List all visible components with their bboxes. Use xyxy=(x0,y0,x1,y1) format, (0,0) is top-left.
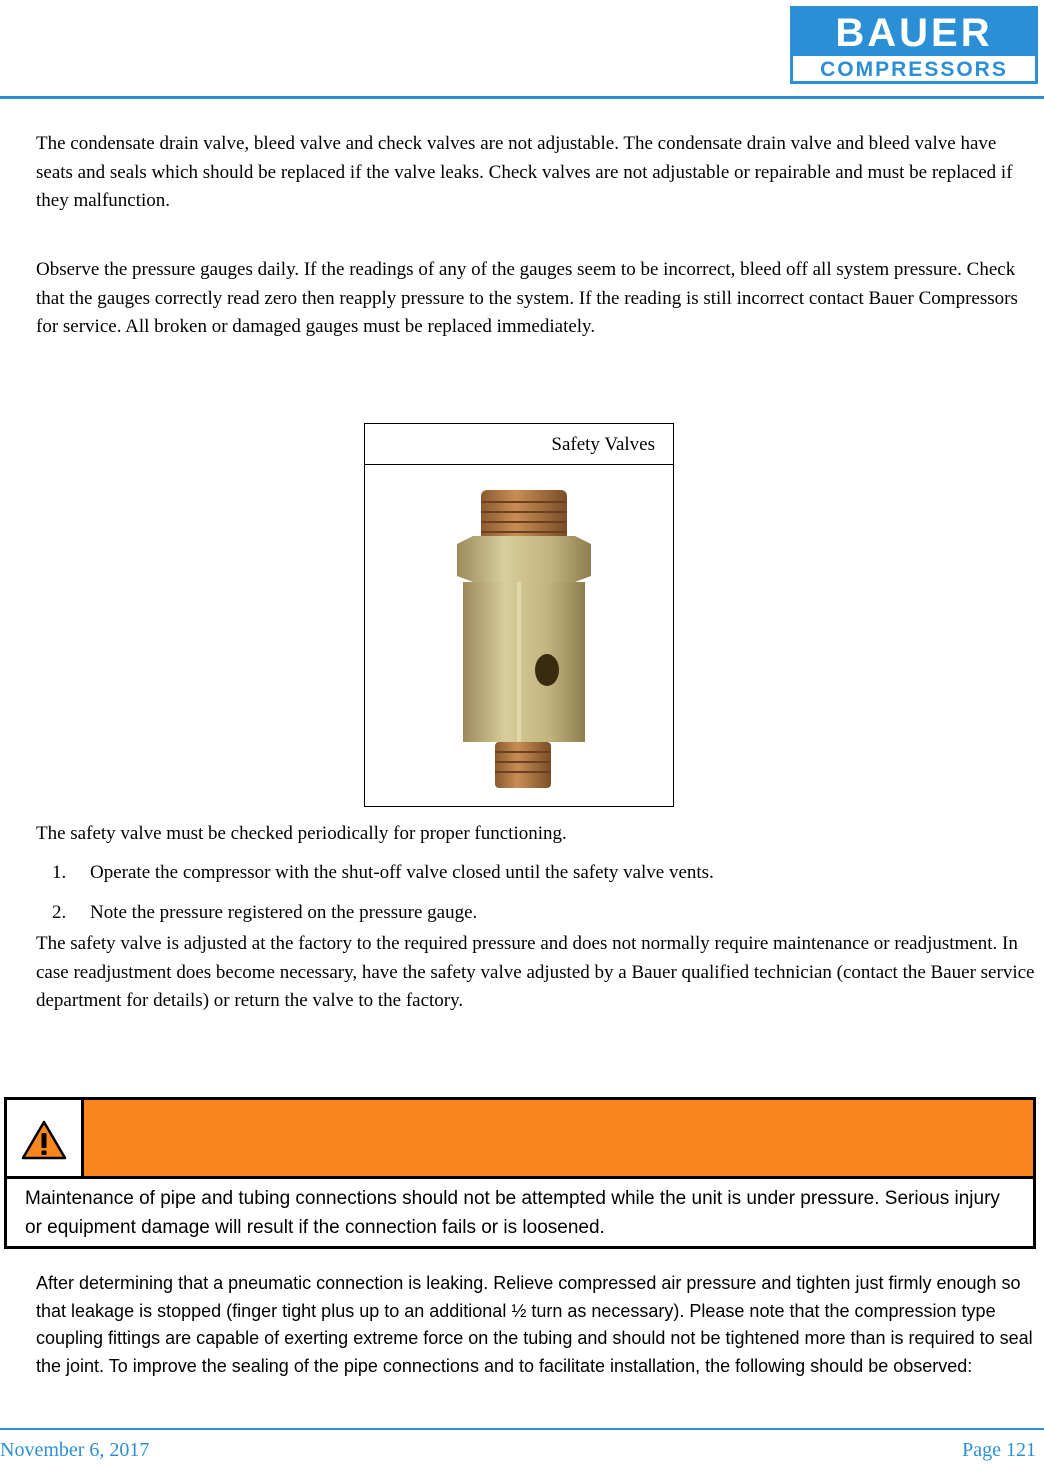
list-item: 1. Operate the compressor with the shut-off valve closed until the safety valve vents. xyxy=(52,862,714,883)
svg-text:BAUER: BAUER xyxy=(835,11,993,55)
warning-box xyxy=(4,1097,1036,1249)
paragraph-connections: After determining that a pneumatic connection is leaking. Relieve compressed air pressure and tighten just firmly enough so that leakage is stopped (finger tight plus up to an additional ½ turn as necessary). Please note that the compression type coupling fittings are capable of exerting extreme force on the tubing and should not be tightened more than is required to seal the joint. To improve the sealing of the pipe connections and to facilitate installation, the following should be observed: xyxy=(36,1273,1033,1376)
footer-date: November 6, 2017 xyxy=(0,1439,150,1461)
bauer-logo xyxy=(790,6,1038,84)
paragraph-safety-check: The safety valve must be checked periodically for proper functioning. xyxy=(36,823,567,844)
page-number: Page 121 xyxy=(962,1439,1036,1461)
paragraph-gauges: Observe the pressure gauges daily. If the readings of any of the gauges seem to be incorrect, bleed off all system pressure. Check that the gauges correctly read zero then reapply pressure to the system. If the reading is still incorrect contact Bauer Compressors for service. All broken or damaged gauges must be replaced immediately. xyxy=(36,259,1018,337)
header-rule xyxy=(0,96,1044,99)
list-item: 2. Note the pressure registered on the pressure gauge. xyxy=(52,902,478,923)
paragraph-adjustment: The safety valve is adjusted at the factory to the required pressure and does not normally require maintenance or readjustment. In case readjustment does become necessary, have the safety valve adjusted by a Bauer qualified technician (contact the Bauer service department for details) or return the valve to the factory. xyxy=(36,933,1035,1011)
warning-text: Maintenance of pipe and tubing connections should not be attempted while the unit is under pressure. Serious injury or equipment damage will result if the connection fails or is loosened. xyxy=(25,1188,1000,1238)
paragraph-valves: The condensate drain valve, bleed valve and check valves are not adjustable. The condensate drain valve and bleed valve have seats and seals which should be replaced if the valve leaks. Check valves are not adjustable or repairable and must be replaced if they malfunction. xyxy=(36,133,1013,211)
warning-fill xyxy=(84,1100,1033,1176)
svg-text:COMPRESSORS: COMPRESSORS xyxy=(820,58,1008,81)
warning-triangle-icon xyxy=(7,1100,81,1176)
figure-safety-valves xyxy=(364,423,674,807)
figure-title: Safety Valves xyxy=(365,424,673,465)
warning-header-bar xyxy=(7,1100,1033,1179)
safety-valve-image xyxy=(425,484,615,804)
footer-rule xyxy=(0,1428,1044,1430)
